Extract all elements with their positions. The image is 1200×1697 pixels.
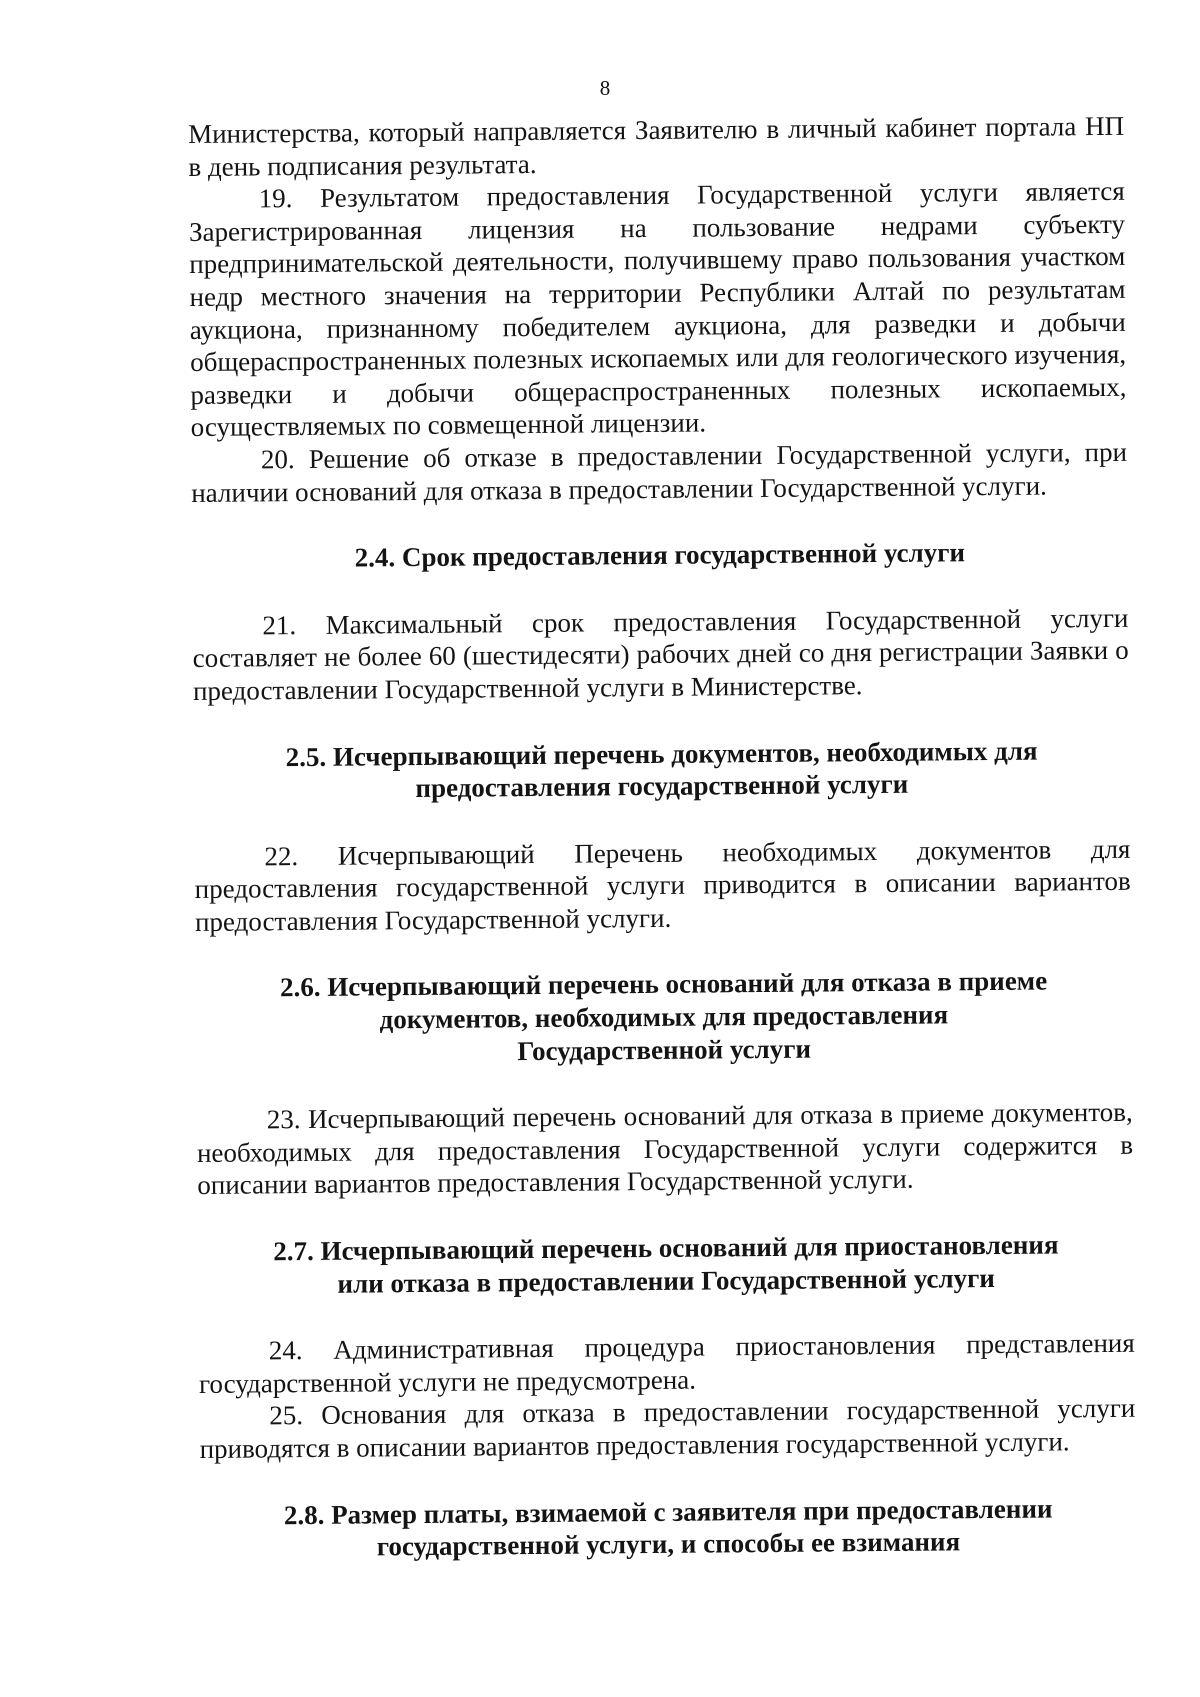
section-title-line: или отказа в предоставлении Государственной услуги: [337, 1262, 996, 1299]
paragraph-20: 20. Решение об отказе в предоставлении Государственной услуги, при наличии оснований для отказа в предоставлении Государственной услуги.: [191, 436, 1128, 508]
section-title-2-7: [198, 1228, 1135, 1301]
paragraph-23: 23. Исчерпывающий перечень оснований для отказа в приеме документов, необходимых для предоставления Государственной услуги содержится в описании вариантов предоставления Государственной услуги.: [196, 1097, 1134, 1201]
paragraph-24: 24. Административная процедура приостановления представления государственной услуги не предусмотрена.: [198, 1328, 1135, 1399]
section-title-2-6: [195, 964, 1132, 1070]
section-title-line: 2.7. Исчерпывающий перечень оснований для приостановления: [273, 1229, 1059, 1267]
section-title-line: 2.6. Исчерпывающий перечень оснований для отказа в приеме: [279, 966, 1048, 1003]
section-title-2-8: [200, 1491, 1137, 1564]
section-title-line: документов, необходимых для предоставления: [379, 999, 949, 1035]
paragraph-25: 25. Основания для отказа в предоставлении государственной услуги приводятся в описании вариантов предоставления государственной услуги.: [199, 1393, 1136, 1464]
paragraph-19: 19. Результатом предоставления Государственной услуги является Зарегистрированная лицензия на пользование недрами субъекту предпринимательской деятельности, получившему право пользования участком недр местного значения на территории Республики Алтай по результатам аукциона, признанному победителем аукциона, для разведки и добычи общераспространенных полезных ископаемых или для геологического изучения, разведки и добычи общераспространенных полезных ископаемых, осуществляемых по совмещенной лицензии.: [188, 176, 1127, 443]
section-title-line: 2.8. Размер платы, взимаемой с заявителя при предоставлении: [283, 1493, 1053, 1530]
paragraph-22: 22. Исчерпывающий Перечень необходимых документов для предоставления государственной услуги приводится в описании вариантов предоставления Государственной услуги.: [194, 833, 1131, 937]
page-number: 8: [599, 76, 611, 100]
paragraph-21: 21. Максимальный срок предоставления Государственной услуги составляет не более 60 (шестидесяти) рабочих дней со дня регистрации Заявки о предоставлении Государственной услуги в Министерстве.: [192, 602, 1129, 706]
section-title-2-5: [193, 733, 1130, 806]
section-title-line: 2.4. Срок предоставления государственной услуги: [354, 537, 966, 573]
section-title-2-4: [192, 535, 1128, 576]
document-body: [188, 110, 1137, 1565]
section-title-line: государственной услуги, и способы ее взимания: [376, 1526, 961, 1562]
section-title-line: предоставления государственной услуги: [415, 768, 909, 804]
section-title-line: 2.5. Исчерпывающий перечень документов, необходимых для: [285, 735, 1038, 772]
paragraph-continuation: Министерства, который направляется Заявителю в личный кабинет портала НП в день подписания результата.: [188, 110, 1125, 182]
section-title-line: Государственной услуги: [517, 1033, 812, 1066]
